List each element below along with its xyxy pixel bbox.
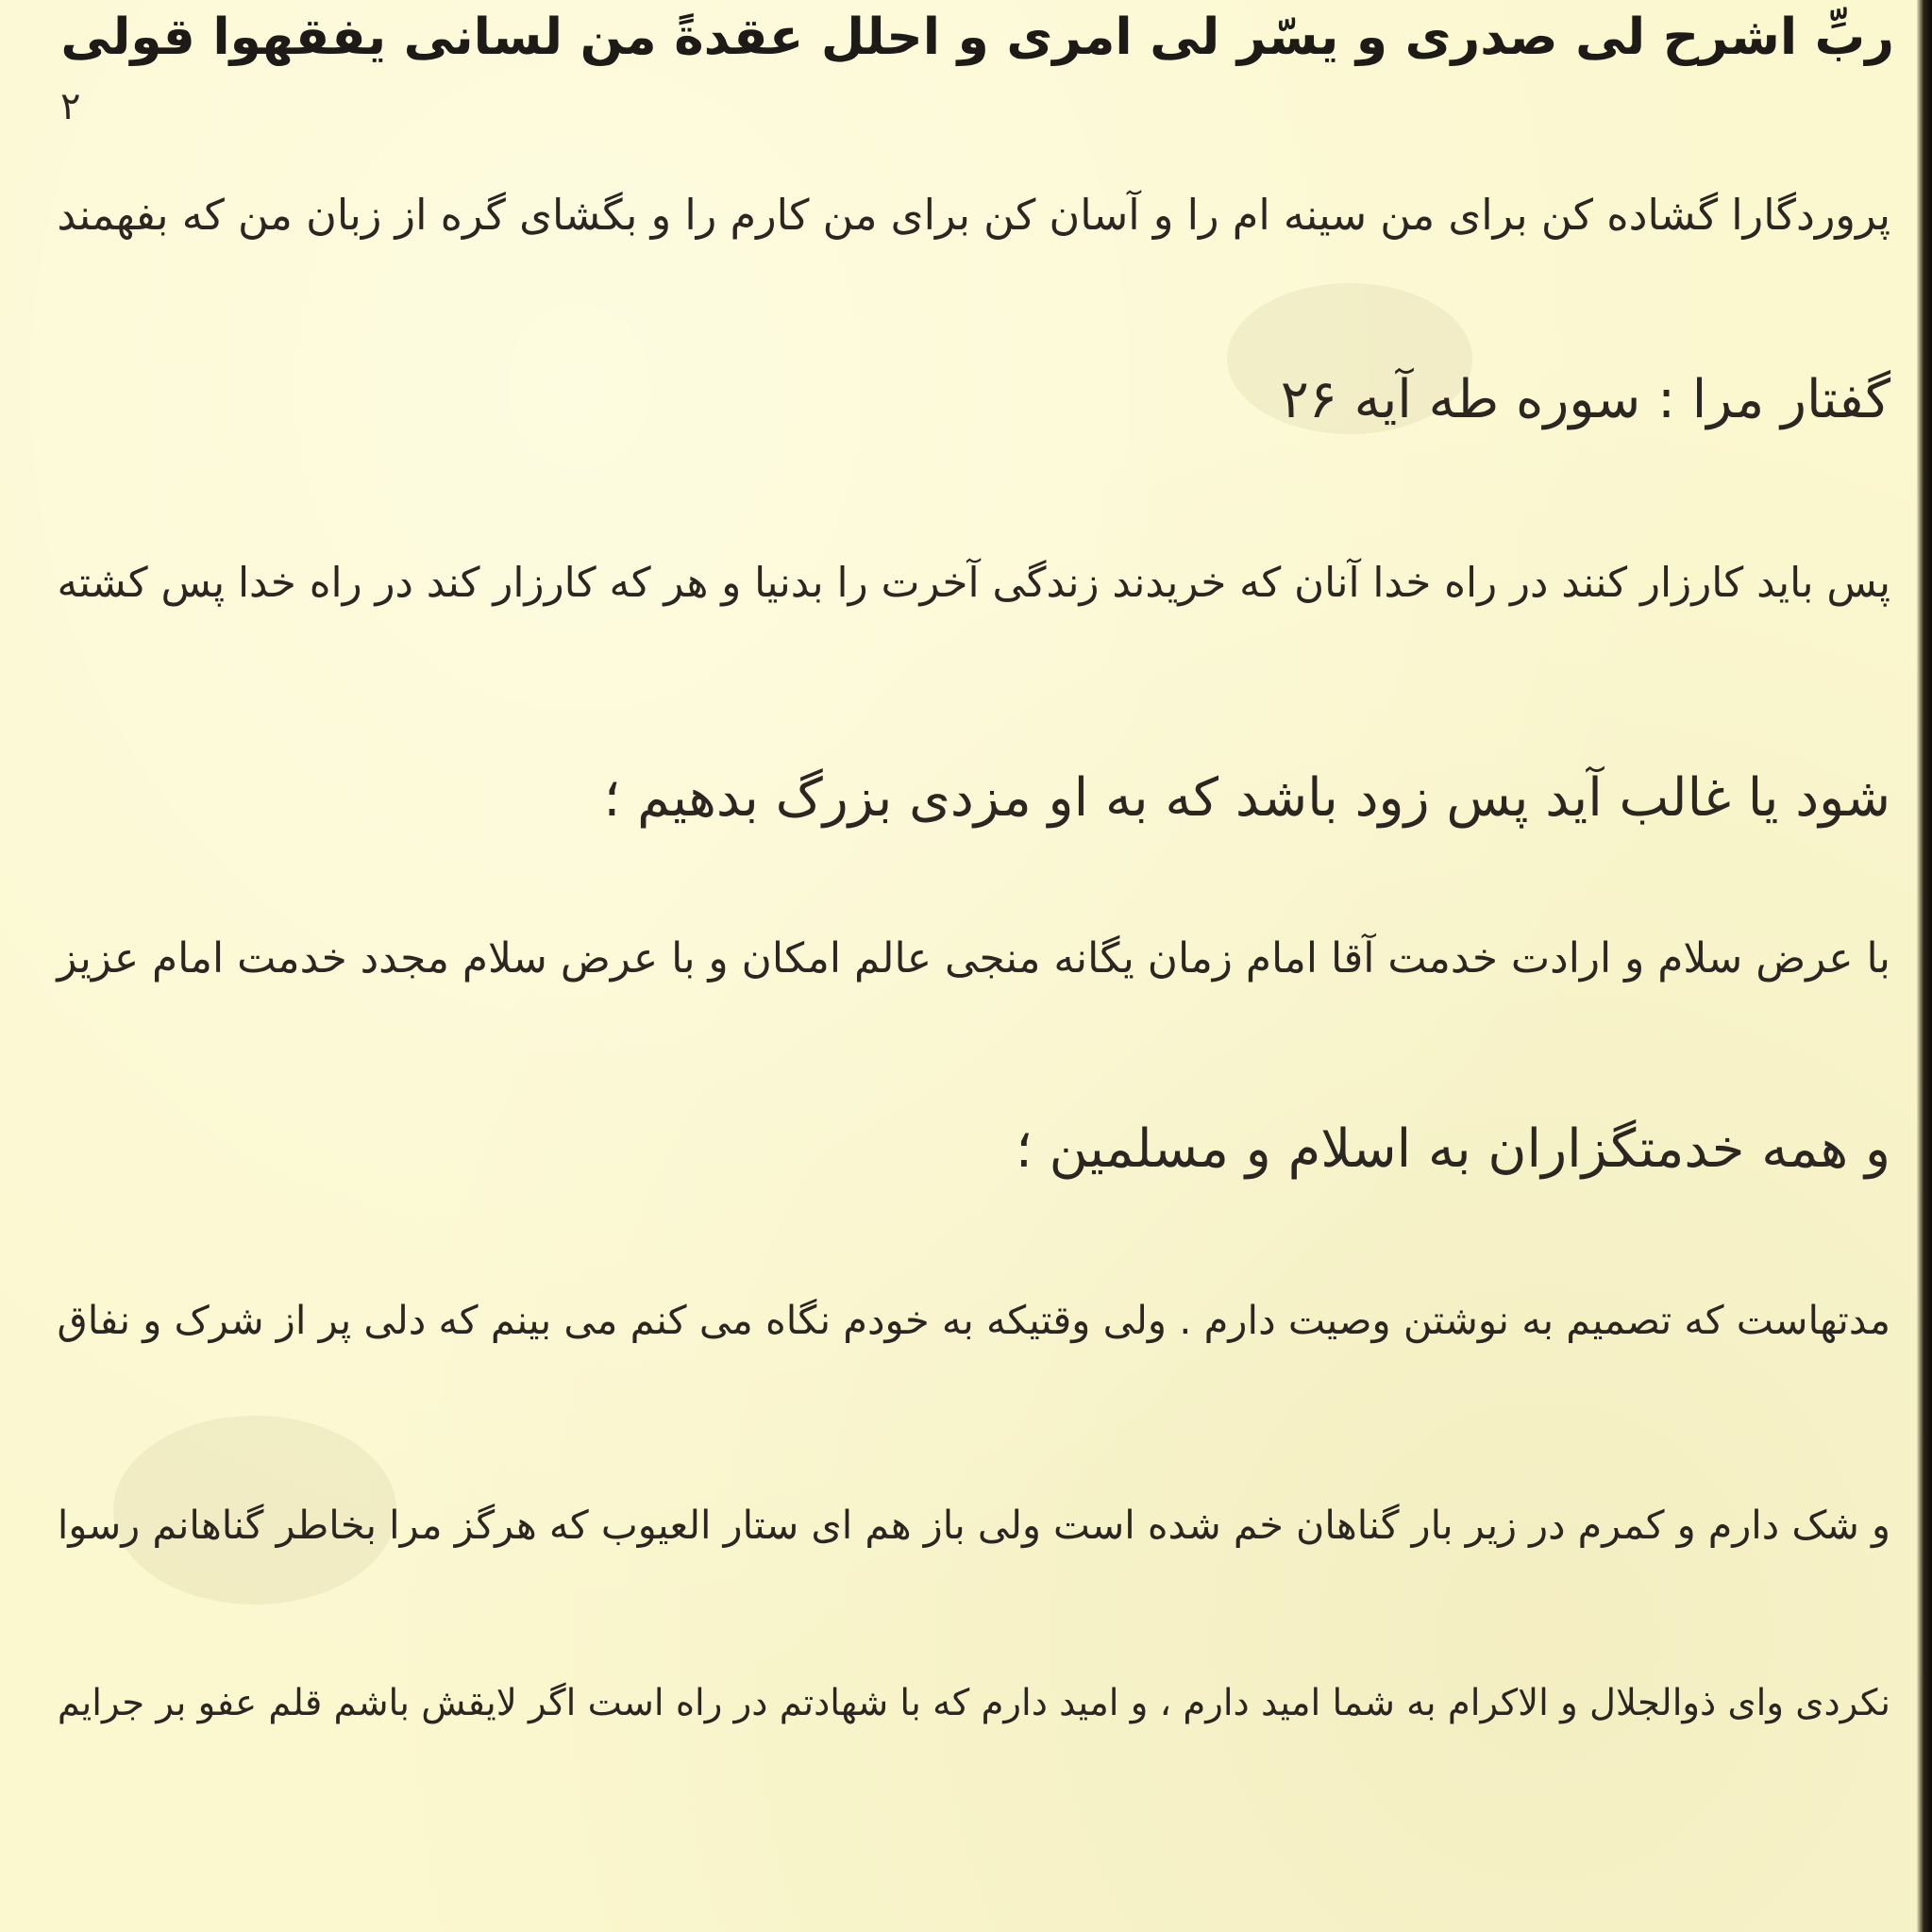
- greeting-line-2: و همه خدمتگزاران به اسلام و مسلمین ؛: [1015, 1118, 1890, 1180]
- verse-line-1: پس باید کارزار کنند در راه خدا آنان که خریدند زندگی آخرت را بدنیا و هر که کارزار کند در راه خدا پس کشته: [57, 560, 1890, 607]
- verse-line-2: شود یا غالب آید پس زود باشد که به او مزدی بزرگ بدهیم ؛: [603, 767, 1890, 829]
- translation-line-1: پروردگارا گشاده کن برای من سینه ام را و آسان کن برای من کارم را و بگشای گره از زبان من که بفهمند: [57, 191, 1890, 240]
- greeting-line-1: با عرض سلام و ارادت خدمت آقا امام زمان یگانه منجی عالم امکان و با عرض سلام مجدد خدمت امام عزیز: [57, 934, 1890, 983]
- page-edge: [1917, 0, 1932, 1932]
- page-number: ۲: [60, 85, 81, 128]
- will-line-3: نکردی وای ذوالجلال و الاکرام به شما امید دارم ، و امید دارم که با شهادتم در راه است اگر لایقش باشم قلم عفو بر جرایم: [57, 1682, 1890, 1724]
- will-line-2: و شک دارم و کمرم در زیر بار گناهان خم شده است ولی باز هم ای ستار العیوب که هرگز مرا بخاطر گناهانم رسوا: [57, 1503, 1890, 1548]
- translation-line-2: گفتار مرا : سوره طه آیه ۲۶: [1280, 369, 1890, 430]
- verse-heading: ربِّ اشرح لی صدری و یسّر لی امری و احلل عقدةً من لسانی یفقهوا قولی: [60, 7, 1894, 66]
- will-line-1: مدتهاست که تصمیم به نوشتن وصیت دارم . ولی وقتیکه به خودم نگاه می کنم می بینم که دلی پر از شرک و نفاق: [57, 1297, 1890, 1343]
